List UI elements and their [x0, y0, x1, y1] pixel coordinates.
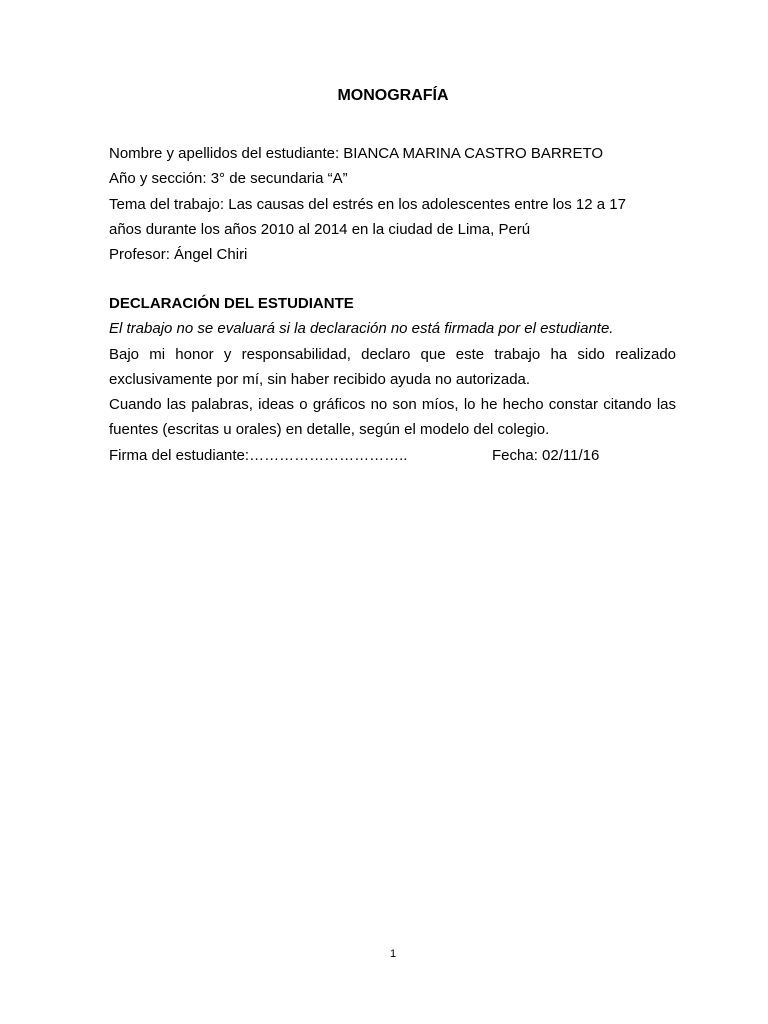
date-label: Fecha: 02/11/16: [492, 446, 600, 464]
teacher-line: Profesor: Ángel Chiri: [109, 246, 248, 264]
topic-line-1: Tema del trabajo: Las causas del estrés en los adolescentes entre los 12 a 17: [109, 195, 626, 213]
signature-line: [109, 443, 676, 468]
declaration-paragraph-1: Bajo mi honor y responsabilidad, declaro que este trabajo ha sido realizado exclusivamente por mí, sin haber recibido ayuda no autorizada.: [109, 345, 676, 388]
year-section-line: Año y sección: 3° de secundaria “A”: [109, 170, 348, 188]
declaration-paragraph-2: Cuando las palabras, ideas o gráficos no son míos, lo he hecho constar citando las fuentes (escritas u orales) en detalle, según el modelo del colegio.: [109, 396, 676, 439]
page-number: 1: [389, 948, 397, 960]
topic-line-2: años durante los años 2010 al 2014 en la ciudad de Lima, Perú: [109, 220, 531, 238]
declaration-heading: DECLARACIÓN DEL ESTUDIANTE: [109, 295, 354, 312]
student-name-line: Nombre y apellidos del estudiante: BIANCA MARINA CASTRO BARRETO: [109, 145, 604, 162]
declaration-section: [109, 291, 676, 468]
document-title: MONOGRAFÍA: [337, 87, 449, 104]
declaration-note: El trabajo no se evaluará si la declaración no está firmada por el estudiante.: [109, 320, 614, 338]
student-info-block: [109, 141, 676, 267]
signature-label: Firma del estudiante:…………………………..: [109, 446, 408, 464]
